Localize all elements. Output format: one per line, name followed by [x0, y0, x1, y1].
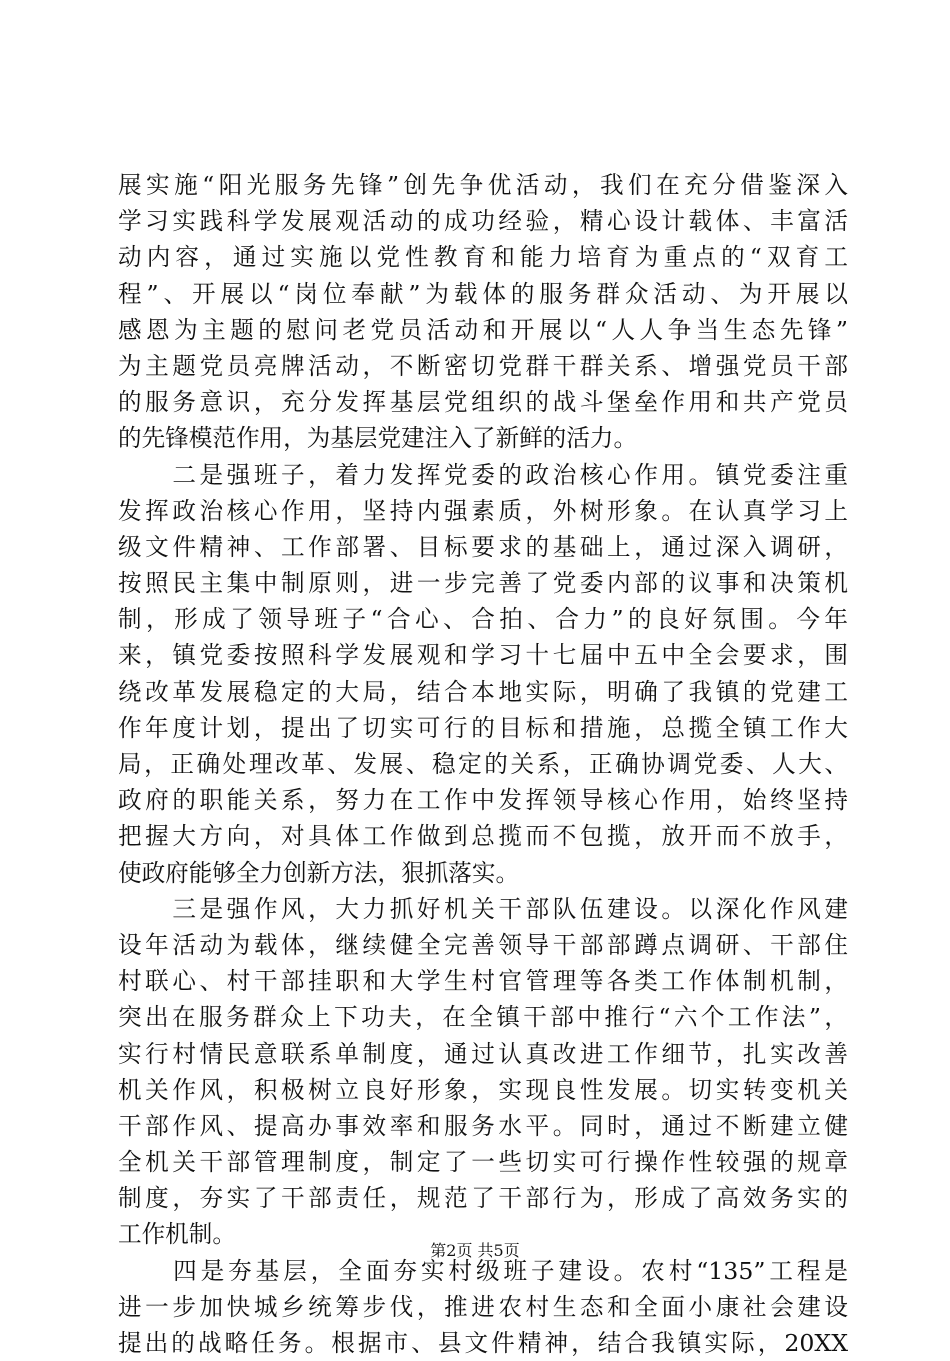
- text-line: 绕改革发展稳定的大局，结合本地实际，明确了我镇的党建工: [118, 677, 848, 706]
- text-line: 把握大方向，对具体工作做到总揽而不包揽，放开而不放手，: [118, 822, 848, 851]
- text-line: 的服务意识，充分发挥基层党组织的战斗堡垒作用和共产党员: [118, 388, 848, 417]
- text-line: 制度，夯实了干部责任，规范了干部行为，形成了高效务实的: [118, 1184, 848, 1213]
- text-line: 工作机制。: [118, 1220, 236, 1249]
- text-line: 学习实践科学发展观活动的成功经验，精心设计载体、丰富活: [118, 207, 848, 236]
- text-line: 二是强班子，着力发挥党委的政治核心作用。镇党委注重: [118, 460, 848, 489]
- text-line: 发挥政治核心作用，坚持内强素质，外树形象。在认真学习上: [118, 496, 848, 525]
- text-line: 村联心、村干部挂职和大学生村官管理等各类工作体制机制，: [118, 967, 848, 996]
- text-line: 机关作风，积极树立良好形象，实现良性发展。切实转变机关: [118, 1075, 848, 1104]
- text-line: 突出在服务群众上下功夫，在全镇干部中推行“六个工作法”，: [118, 1003, 848, 1032]
- text-line: 政府的职能关系，努力在工作中发挥领导核心作用，始终坚持: [118, 786, 848, 815]
- text-line: 动内容，通过实施以党性教育和能力培育为重点的“双育工: [118, 243, 848, 272]
- page-footer: 第2页 共5页: [430, 1241, 520, 1260]
- text-line: 制，形成了领导班子“合心、合拍、合力”的良好氛围。今年: [118, 605, 848, 634]
- text-line: 四是夯基层，全面夯实村级班子建设。农村“135”工程是: [118, 1256, 848, 1285]
- text-line: 为主题党员亮牌活动，不断密切党群干群关系、增强党员干部: [118, 351, 848, 380]
- text-line: 级文件精神、工作部署、目标要求的基础上，通过深入调研，: [118, 532, 848, 561]
- text-line: 展实施“阳光服务先锋”创先争优活动，我们在充分借鉴深入: [118, 171, 848, 199]
- text-line: 三是强作风，大力抓好机关干部队伍建设。以深化作风建: [118, 894, 848, 923]
- text-line: 作年度计划，提出了切实可行的目标和措施，总揽全镇工作大: [118, 713, 848, 742]
- text-line: 进一步加快城乡统筹步伐，推进农村生态和全面小康社会建设: [118, 1292, 848, 1321]
- text-line: 全机关干部管理制度，制定了一些切实可行操作性较强的规章: [118, 1148, 848, 1177]
- text-line: 程”、开展以“岗位奉献”为载体的服务群众活动、为开展以: [118, 279, 848, 308]
- text-line: 感恩为主题的慰问老党员活动和开展以“人人争当生态先锋”: [118, 315, 848, 344]
- text-line: 局，正确处理改革、发展、稳定的关系，正确协调党委、人大、: [118, 750, 848, 778]
- text-line: 使政府能够全力创新方法，狠抓落实。: [118, 858, 520, 887]
- text-line: 提出的战略任务。根据市、县文件精神，结合我镇实际，20XX: [118, 1329, 848, 1357]
- text-line: 实行村情民意联系单制度，通过认真改进工作细节，扎实改善: [118, 1039, 848, 1068]
- text-line: 设年活动为载体，继续健全完善领导干部部蹲点调研、干部住: [118, 930, 848, 959]
- text-line: 来，镇党委按照科学发展观和学习十七届中五中全会要求，围: [118, 641, 848, 670]
- text-line: 按照民主集中制原则，进一步完善了党委内部的议事和决策机: [118, 569, 848, 598]
- text-line: 干部作风、提高办事效率和服务水平。同时，通过不断建立健: [118, 1111, 848, 1140]
- document-body: [118, 167, 848, 1361]
- text-line: 的先锋模范作用，为基层党建注入了新鲜的活力。: [118, 424, 638, 453]
